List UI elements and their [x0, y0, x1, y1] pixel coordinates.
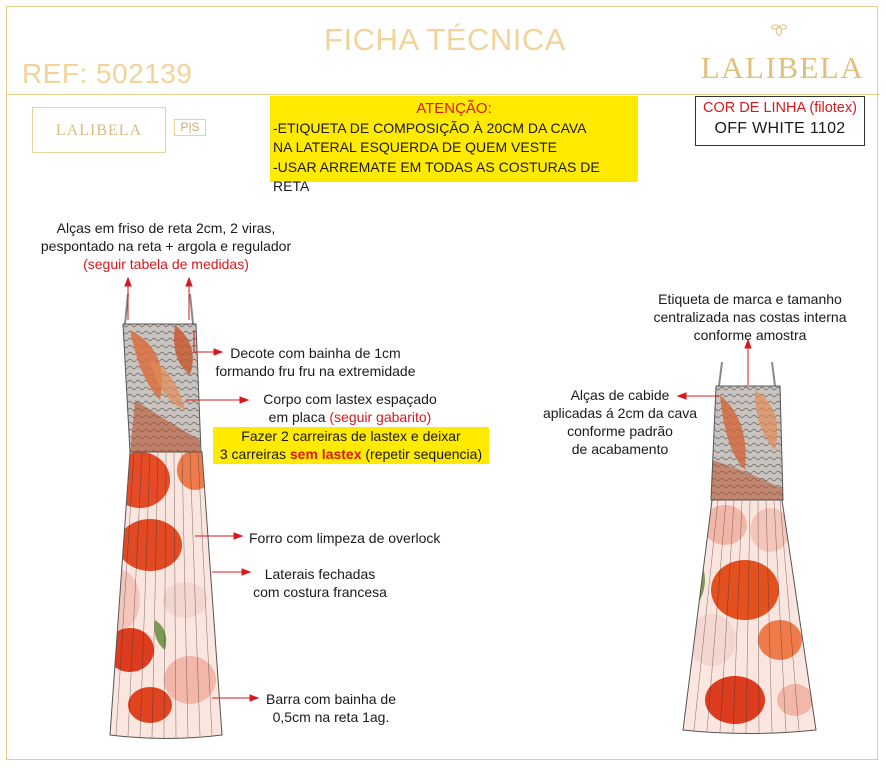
thread-color-value: OFF WHITE 1102	[714, 120, 846, 137]
attention-line: NA LATERAL ESQUERDA DE QUEM VESTE	[273, 139, 557, 155]
brand-logo: LALIBELA	[700, 50, 865, 85]
size-label: P|S	[174, 119, 206, 136]
lining-note: Forro com limpeza de overlock	[249, 530, 441, 546]
hanger-loops-note: Alças de cabide aplicadas á 2cm da cava conforme padrão de acabamento	[542, 387, 698, 457]
brand-label-sample: LALIBELA	[32, 107, 166, 153]
attention-heading: ATENÇÃO:	[416, 100, 492, 117]
hem-note: Barra com bainha de 0,5cm na reta 1ag.	[266, 691, 396, 725]
page-title: FICHA TÉCNICA	[324, 22, 566, 57]
neckline-note: Decote com bainha de 1cm formando fru fru na extremidade	[215, 345, 416, 379]
attention-line: -USAR ARREMATE EM TODAS AS COSTURAS DE RETA	[273, 158, 600, 194]
sides-note: Laterais fechadas com costura francesa	[253, 566, 387, 600]
brand-tag-note: Etiqueta de marca e tamanho centralizada nas costas interna conforme amostra	[653, 291, 847, 343]
body-note: Corpo com lastex espaçado em placa (seguir gabarito)	[263, 391, 437, 425]
lastex-highlight-note: Fazer 2 carreiras de lastex e deixar 3 carreiras sem lastex (repetir sequencia)	[213, 427, 489, 464]
thread-color-heading: COR DE LINHA (filotex)	[703, 100, 857, 116]
straps-note: Alças em friso de reta 2cm, 2 viras, pespontado na reta + argola e regulador (seguir tabela de medidas)	[40, 220, 292, 272]
attention-line: -ETIQUETA DE COMPOSIÇÃO À 20CM DA CAVA	[273, 119, 587, 136]
reference-number: REF: 502139	[22, 58, 193, 89]
